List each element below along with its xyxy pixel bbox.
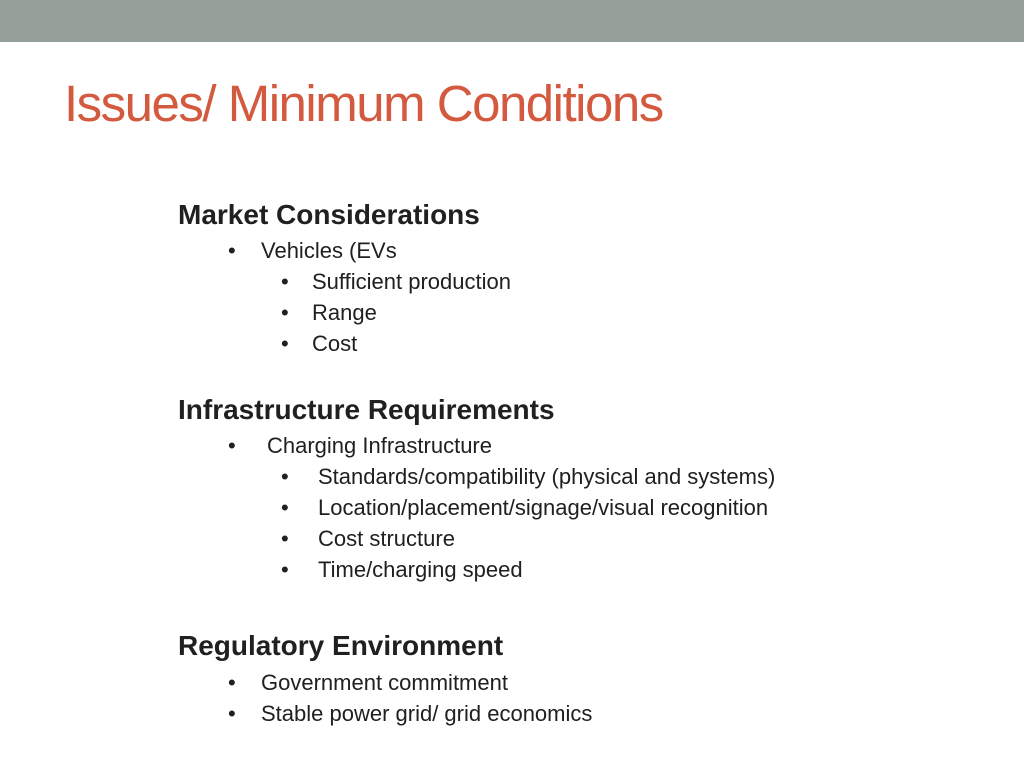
bullet-icon: • — [281, 526, 289, 551]
bullet-icon: • — [228, 670, 236, 695]
bullet-icon: • — [281, 495, 289, 520]
list-item-charging-infrastructure: Charging Infrastructure — [267, 433, 492, 458]
bullet-icon: • — [281, 331, 289, 356]
bullet-icon: • — [228, 433, 236, 458]
list-item-vehicles: Vehicles (EVs — [261, 238, 397, 263]
bullet-icon: • — [281, 300, 289, 325]
top-accent-bar — [0, 0, 1024, 42]
list-item-government-commitment: Government commitment — [261, 670, 508, 695]
section-heading-regulatory: Regulatory Environment — [178, 630, 504, 661]
bullet-icon: • — [228, 238, 236, 263]
section-heading-market: Market Considerations — [178, 199, 480, 230]
sub-item-sufficient-production: Sufficient production — [312, 269, 511, 294]
list-item-stable-power-grid: Stable power grid/ grid economics — [261, 701, 593, 726]
sub-item-range: Range — [312, 300, 377, 325]
bullet-icon: • — [281, 464, 289, 489]
bullet-icon: • — [281, 269, 289, 294]
sub-item-location: Location/placement/signage/visual recognition — [318, 495, 769, 520]
bullet-icon: • — [228, 701, 236, 726]
slide-title: Issues/ Minimum Conditions — [64, 75, 663, 132]
bullet-icon: • — [281, 557, 289, 582]
sub-item-standards: Standards/compatibility (physical and systems) — [318, 464, 776, 489]
sub-item-charging-speed: Time/charging speed — [318, 557, 523, 582]
sub-item-cost: Cost — [312, 331, 358, 356]
sub-item-cost-structure: Cost structure — [318, 526, 455, 551]
section-heading-infrastructure: Infrastructure Requirements — [178, 394, 555, 425]
